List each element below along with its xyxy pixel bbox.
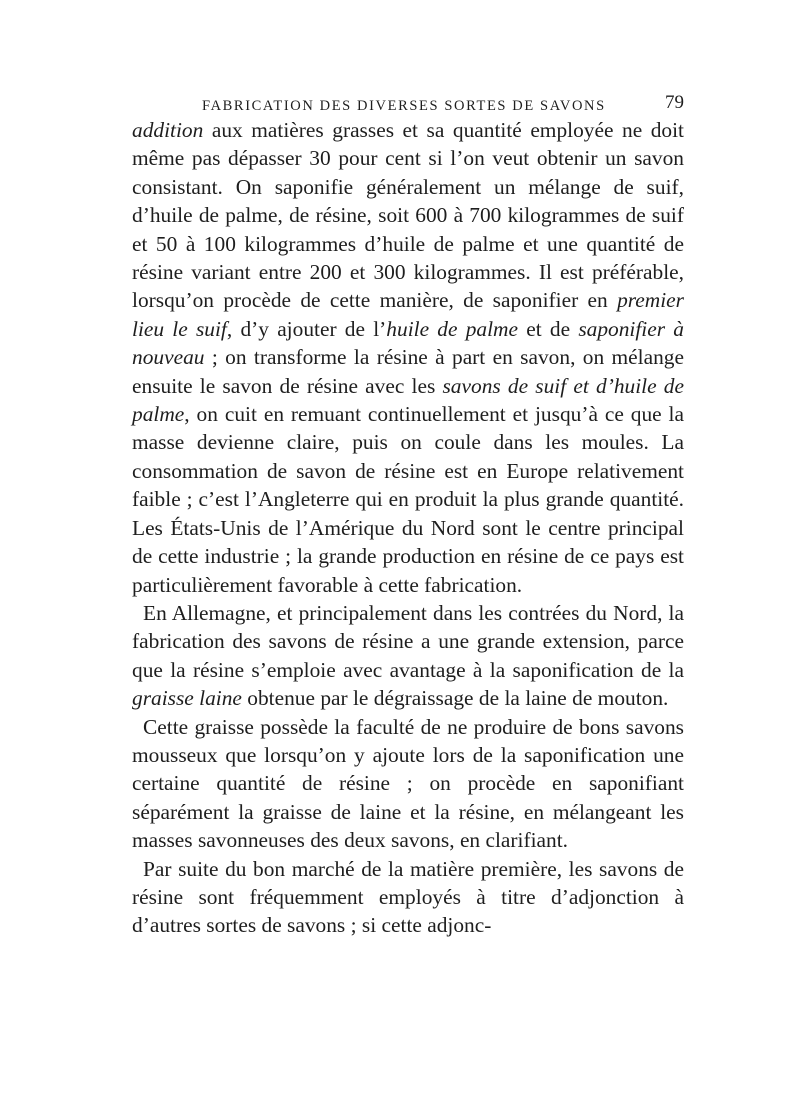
italic-phrase: premier lieu le suif: [132, 288, 684, 341]
italic-phrase: saponifier à nouveau: [132, 316, 684, 370]
italic-phrase: addition: [132, 118, 204, 142]
text-run: , d’y ajouter de l’: [226, 316, 387, 341]
text-run: et de: [518, 316, 579, 341]
italic-phrase: graisse laine: [132, 686, 242, 711]
paragraph: [132, 599, 684, 713]
italic-phrase: savons de suif et d’huile de palme: [132, 373, 684, 427]
italic-phrase: huile de palme: [386, 316, 518, 341]
text-run: obtenue par le dégraissage de la laine de mouton.: [241, 686, 669, 711]
running-header: [132, 88, 684, 116]
text-run: Par suite du bon marché de la matière première, les savons de résine sont fréquemment employés à titre d’adjonction à d’autres sortes de savons ; si cette adjonc-: [132, 856, 684, 938]
text-run: ; on transforme la résine à part en savon, on mélange ensuite le savon de résine avec les: [132, 345, 684, 398]
text-run: Cette graisse possède la faculté de ne produire de bons savons mousseux que lorsqu’on y ajoute lors de la saponification une certaine quantité de résine ; on procède en saponifiant séparément la graisse de laine et la résine, en mélangeant les masses savonneuses des deux savons, en clarifiant.: [132, 714, 684, 853]
book-page: [132, 88, 684, 940]
text-run: aux matières grasses et sa quantité employée ne doit même pas dépasser 30 pour cent si l’on veut obtenir un savon consistant. On saponifie généralement un mélange de suif, d’huile de palme, de résine, soit 600 à 700 kilogrammes de suif et 50 à 100 kilogrammes d’huile de palme et une quantité de résine variant entre 200 et 300 kilogrammes. Il est préférable, lorsqu’on procède de cette manière, de saponifier en: [132, 118, 684, 313]
text-run: , on cuit en remuant continuellement et jusqu’à ce que la masse devienne claire, puis on coule dans les moules. La consommation de savon de résine est en Europe relativement faible ; c’est l’Angleterre qui en produit la plus grande quantité. Les États-Unis de l’Amérique du Nord sont le centre principal de cette industrie ; la grande production en résine de ce pays est particulièrement favorable à cette fabrication.: [132, 402, 684, 597]
page-number: 79: [665, 92, 684, 113]
running-title: FABRICATION DES DIVERSES SORTES DE SAVONS: [202, 98, 606, 114]
paragraph: [132, 116, 684, 599]
body-text: [132, 116, 684, 940]
paragraph: [132, 713, 684, 855]
paragraph: [132, 855, 684, 940]
text-run: En Allemagne, et principalement dans les contrées du Nord, la fabrication des savons de résine a une grande extension, parce que la résine s’emploie avec avantage à la saponification de la: [132, 600, 684, 682]
